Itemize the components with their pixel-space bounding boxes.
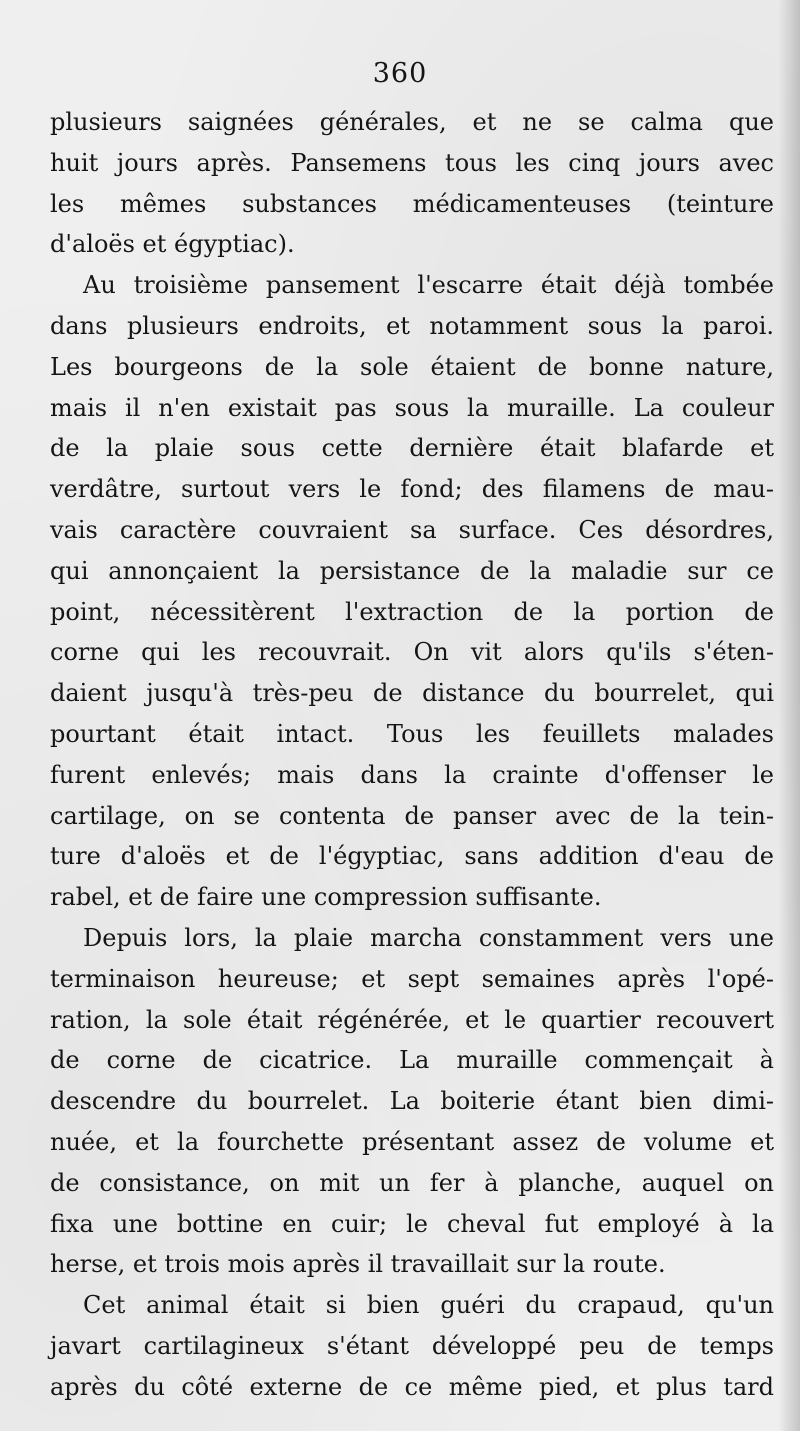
text-line: qui annonçaient la persistance de la maladie sur ce xyxy=(50,556,774,585)
text-line: Les bourgeons de la sole étaient de bonne nature, xyxy=(50,352,774,381)
text-line: corne qui les recouvrait. On vit alors qu'ils s'éten- xyxy=(50,638,774,667)
text-line: ture d'aloës et de l'égyptiac, sans addition d'eau de xyxy=(50,842,774,871)
text-line: terminaison heureuse; et sept semaines après l'opé- xyxy=(50,964,774,993)
text-line: verdâtre, surtout vers le fond; des filamens de mau- xyxy=(50,475,774,504)
text-line: Cet animal était si bien guéri du crapaud, qu'un xyxy=(83,1291,774,1320)
text-line: Au troisième pansement l'escarre était déjà tombée xyxy=(83,271,774,300)
text-line: après du côté externe de ce même pied, et plus tard xyxy=(50,1372,774,1401)
text-line: fixa une bottine en cuir; le cheval fut employé à la xyxy=(50,1209,774,1238)
text-line: mais il n'en existait pas sous la muraille. La couleur xyxy=(50,393,774,422)
text-line: furent enlevés; mais dans la crainte d'offenser le xyxy=(50,760,774,789)
text-line: point, nécessitèrent l'extraction de la portion de xyxy=(50,597,774,626)
text-line: daient jusqu'à très-peu de distance du bourrelet, qui xyxy=(50,679,774,708)
text-line: nuée, et la fourchette présentant assez de volume et xyxy=(50,1127,774,1156)
text-line: Depuis lors, la plaie marcha constamment vers une xyxy=(83,923,774,952)
page-number: 360 xyxy=(372,58,428,89)
text-line: vais caractère couvraient sa surface. Ces désordres, xyxy=(50,515,774,544)
body-text xyxy=(50,102,774,1408)
text-line: javart cartilagineux s'étant développé peu de temps xyxy=(50,1331,774,1360)
text-line: de corne de cicatrice. La muraille commençait à xyxy=(50,1046,774,1075)
text-line: ration, la sole était régénérée, et le quartier recouvert xyxy=(50,1005,774,1034)
text-line: descendre du bourrelet. La boiterie étant bien dimi- xyxy=(50,1087,774,1116)
text-line: plusieurs saignées générales, et ne se calma que xyxy=(50,108,774,136)
text-line: de la plaie sous cette dernière était blafarde et xyxy=(50,434,774,463)
text-line: cartilage, on se contenta de panser avec de la tein- xyxy=(50,801,774,830)
text-line: d'aloës et égyptiac). xyxy=(50,230,295,259)
text-line: les mêmes substances médicamenteuses (teinture xyxy=(50,189,774,218)
text-line: rabel, et de faire une compression suffisante. xyxy=(50,883,602,912)
text-line: huit jours après. Pansemens tous les cinq jours avec xyxy=(50,148,774,177)
text-line: dans plusieurs endroits, et notamment sous la paroi. xyxy=(50,311,774,340)
text-line: pourtant était intact. Tous les feuillets malades xyxy=(50,719,774,748)
text-line: herse, et trois mois après il travaillait sur la route. xyxy=(50,1250,666,1279)
text-line: de consistance, on mit un fer à planche, auquel on xyxy=(50,1168,774,1197)
